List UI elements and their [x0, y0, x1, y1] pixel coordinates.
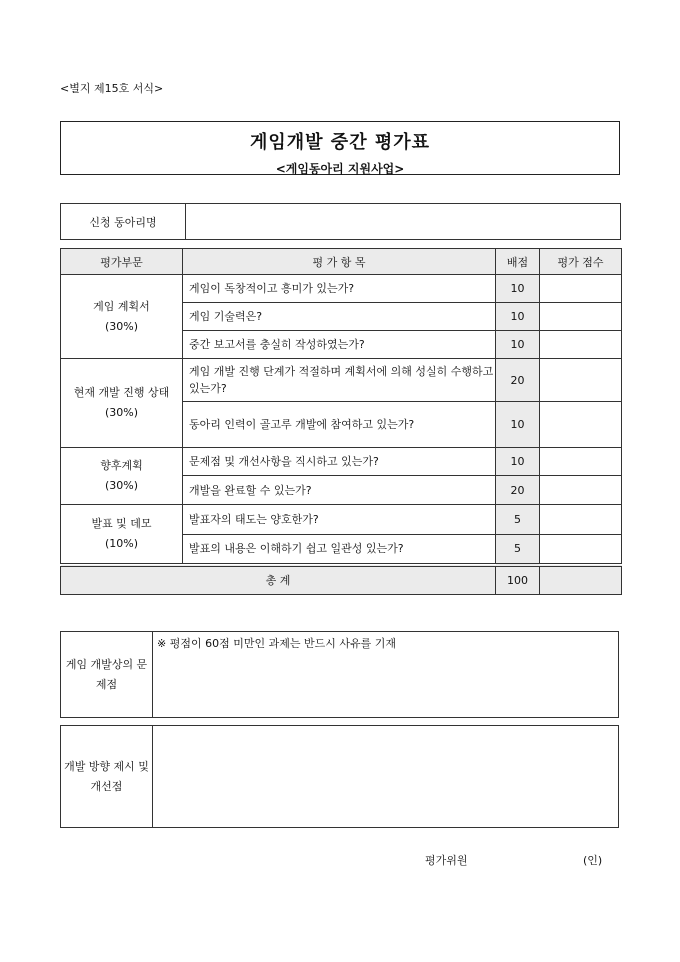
score-input[interactable]: [540, 359, 622, 402]
problems-note: ※ 평점이 60점 미만인 과제는 반드시 사유를 기재: [157, 637, 396, 650]
improvement-table: [60, 725, 619, 828]
total-score-input[interactable]: [540, 565, 622, 595]
header-score: 평가 점수: [540, 249, 622, 275]
score-input[interactable]: [540, 402, 622, 448]
document-title: 게임개발 중간 평가표: [249, 132, 431, 153]
score-input[interactable]: [540, 535, 622, 565]
item-text: 발표의 내용은 이해하기 쉽고 일관성 있는가?: [183, 535, 496, 565]
header-points: 배점: [496, 249, 540, 275]
item-text: 문제점 및 개선사항을 직시하고 있는가?: [183, 448, 496, 476]
item-text: 중간 보고서를 충실히 작성하였는가?: [183, 331, 496, 359]
applicant-table: [60, 203, 621, 240]
category-weight: (30%): [104, 479, 139, 492]
category-name: 게임 계획서: [93, 299, 150, 313]
category-weight: (30%): [104, 406, 139, 419]
score-input[interactable]: [540, 448, 622, 476]
item-points: 20: [496, 359, 540, 402]
item-text: 개발을 완료할 수 있는가?: [183, 476, 496, 505]
item-points: 10: [496, 448, 540, 476]
improvement-field[interactable]: [153, 726, 619, 828]
category-name: 발표 및 데모: [91, 516, 152, 530]
item-points: 10: [496, 275, 540, 303]
title-box: [60, 121, 620, 175]
table-row: [61, 505, 622, 535]
item-points: 20: [496, 476, 540, 505]
document-subtitle: <게임동아리 지원사업>: [275, 162, 405, 176]
category-name: 현재 개발 진행 상태: [73, 386, 170, 399]
table-row: [61, 359, 622, 402]
table-row: [61, 275, 622, 303]
category-weight: (10%): [104, 536, 139, 550]
problems-field[interactable]: [153, 632, 619, 718]
table-row: [61, 448, 622, 476]
evaluator-label: 평가위원: [425, 854, 468, 867]
item-text: 게임이 독창적이고 흥미가 있는가?: [183, 275, 496, 303]
item-points: 5: [496, 535, 540, 565]
total-points: 100: [496, 565, 540, 595]
item-points: 10: [496, 402, 540, 448]
total-row: [61, 565, 622, 595]
form-number-label: <별지 제15호 서식>: [60, 82, 164, 95]
header-category: 평가부문: [61, 249, 183, 275]
score-input[interactable]: [540, 476, 622, 505]
category-cell: [61, 275, 183, 359]
header-row: [61, 249, 622, 275]
problems-label: 게임 개발상의 문제점: [61, 632, 153, 718]
applicant-label: 신청 동아리명: [61, 204, 186, 240]
applicant-name-field[interactable]: [186, 204, 621, 240]
evaluation-table: [60, 248, 622, 595]
header-item: 평 가 항 목: [183, 249, 496, 275]
problems-table: [60, 631, 619, 718]
item-points: 10: [496, 303, 540, 331]
improvement-label: 개발 방향 제시 및 개선점: [61, 726, 153, 828]
score-input[interactable]: [540, 275, 622, 303]
item-points: 5: [496, 505, 540, 535]
category-name: 향후계획: [100, 459, 143, 472]
item-text: 게임 개발 진행 단계가 적절하며 계획서에 의해 성실히 수행하고 있는가?: [183, 359, 496, 402]
item-text: 게임 기술력은?: [183, 303, 496, 331]
item-text: 발표자의 태도는 양호한가?: [183, 505, 496, 535]
seal-label: (인): [583, 854, 603, 867]
category-cell: [61, 448, 183, 505]
item-text: 동아리 인력이 골고루 개발에 참여하고 있는가?: [183, 402, 496, 448]
category-weight: (30%): [104, 319, 139, 333]
item-points: 10: [496, 331, 540, 359]
category-cell: [61, 359, 183, 448]
category-cell: [61, 505, 183, 565]
score-input[interactable]: [540, 303, 622, 331]
total-label: 총 계: [61, 565, 496, 595]
score-input[interactable]: [540, 505, 622, 535]
score-input[interactable]: [540, 331, 622, 359]
